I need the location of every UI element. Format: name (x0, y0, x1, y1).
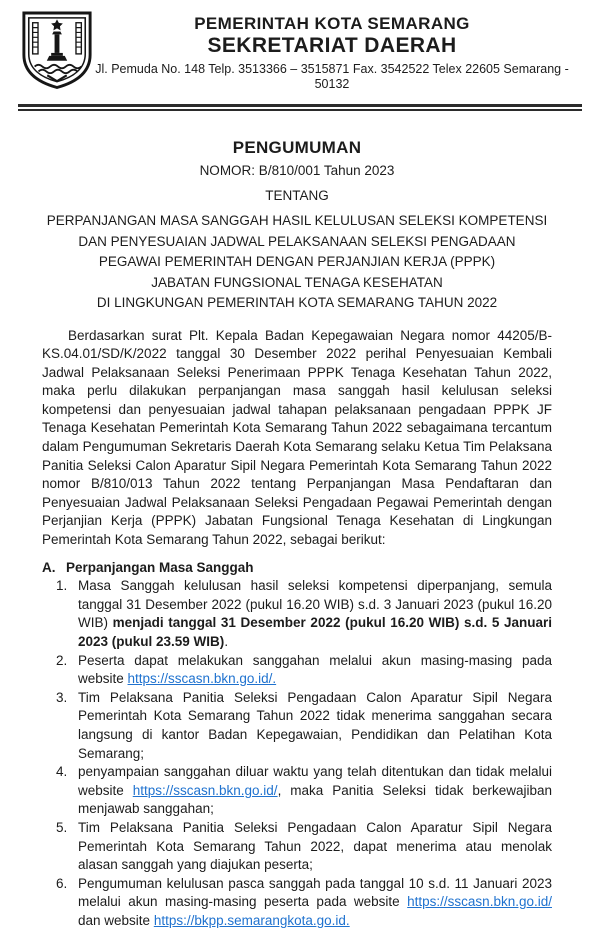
document-number: NOMOR: B/810/001 Tahun 2023 (199, 163, 395, 178)
document-subject (42, 211, 552, 314)
list-item-number: 3. (56, 689, 68, 705)
section-a-title: Perpanjangan Masa Sanggah (66, 559, 254, 575)
text-segment: Tim Pelaksana Panitia Seleksi Pengadaan Calon Aparatur Sipil Negara Pemerintah Kota Semarang Tahun 2022, dapat menerima atau menolak alasan sanggah yang diajukan peserta; (78, 819, 552, 873)
department-name: SEKRETARIAT DAERAH (207, 33, 457, 57)
letterhead-text (94, 14, 570, 92)
subject-line: JABATAN FUNGSIONAL TENAGA KESEHATAN (151, 274, 443, 290)
subject-line: DI LINGKUNGAN PEMERINTAH KOTA SEMARANG TAHUN 2022 (96, 295, 498, 310)
list-item (42, 819, 552, 875)
document-title: PENGUMUMAN (232, 138, 362, 157)
list-item (42, 577, 552, 651)
list-item (42, 875, 552, 931)
list-item-text (78, 875, 552, 931)
hyperlink[interactable]: https://sscasn.bkn.go.id/. (127, 671, 277, 687)
list-item-text (78, 689, 552, 763)
subject-line: PEGAWAI PEMERINTAH DENGAN PERJANJIAN KERJA (PPPK) (98, 254, 496, 269)
list-item-number: 6. (56, 875, 68, 891)
subject-line: PERPANJANGAN MASA SANGGAH HASIL KELULUSAN SELEKSI KOMPETENSI (46, 213, 548, 228)
list-item (42, 652, 552, 689)
list-item (42, 689, 552, 763)
section-a-label: A. (42, 559, 56, 575)
text-segment: Masa Sanggah kelulusan hasil seleksi kompetensi diperpanjang, semula tanggal 31 Desember 2022 (pukul 16.20 WIB) s.d. 3 Januari 2023 (pukul 16.20 WIB) (78, 578, 552, 631)
text-segment: , maka Panitia Seleksi tidak berkewajiban menjawab sanggahan; (78, 782, 552, 817)
text-segment: Pengumuman kelulusan pasca sanggah pada tanggal 10 s.d. 11 Januari 2023 melalui akun masing-masing peserta pada website (78, 875, 552, 910)
hyperlink[interactable]: https://sscasn.bkn.go.id/ (407, 894, 552, 910)
hyperlink[interactable]: https://sscasn.bkn.go.id/ (132, 782, 278, 798)
list-item-text (78, 577, 552, 651)
text-segment: Tim Pelaksana Panitia Seleksi Pengadaan Calon Aparatur Sipil Negara Pemerintah Kota Semarang Tahun 2022 tidak menerima sanggahan secara langsung di kantor Badan Kepegawaian, Pendidikan dan Pelatihan Kota Semarang; (78, 689, 552, 761)
list-item-number: 2. (56, 652, 68, 668)
agency-name: PEMERINTAH KOTA SEMARANG (194, 13, 470, 33)
letterhead (0, 0, 600, 101)
text-segment: Peserta dapat melakukan sanggahan melalui akun masing-masing pada website (78, 652, 552, 687)
address-line: Jl. Pemuda No. 148 Telp. 3513366 – 3515871 Fax. 3542522 Telex 22605 Semarang - 50132 (95, 61, 569, 91)
document-body (0, 138, 600, 931)
text-segment: menjadi tanggal 31 Desember 2022 (pukul 16.20 WIB) s.d. 5 Januari 2023 (pukul 23.59 WIB) (78, 615, 553, 649)
text-segment: . (224, 634, 229, 649)
text-segment: penyampaian sanggahan diluar waktu yang telah ditentukan dan tidak melalui website (78, 764, 552, 798)
text-segment: dan website (78, 912, 154, 928)
letterhead-divider (18, 104, 582, 111)
sanggah-list (42, 577, 552, 930)
list-item-number: 1. (56, 578, 68, 594)
subject-line: DAN PENYESUAIAN JADWAL PELAKSANAAN SELEKSI PENGADAAN (78, 233, 516, 249)
section-a-heading (42, 559, 552, 578)
semarang-city-emblem-logo (20, 10, 94, 95)
list-item-number: 5. (56, 819, 68, 835)
hyperlink[interactable]: https://bkpp.semarangkota.go.id. (153, 912, 350, 928)
opening-paragraph: Berdasarkan surat Plt. Kepala Badan Kepegawaian Negara nomor 44205/B-KS.04.01/SD/K/2022 tanggal 30 Desember 2022 perihal Penyesuaian Kembali Jadwal Pelaksanaan Seleksi Penerimaan PPPK Tenaga Kesehatan Tahun 2022, maka perlu dilakukan perpanjangan masa sanggah hasil kelulusan seleksi kompetensi dan penyesuaian jadwal tahapan pelaksanaan pengadaan PPPK JF Tenaga Kesehatan Pemerintah Kota Semarang Tahun 2022 sebagaimana tercantum dalam Pengumuman Sekretaris Daerah Kota Semarang selaku Ketua Tim Pelaksana Panitia Seleksi Calon Aparatur Sipil Negara Pemerintah Kota Semarang Tahun 2022 nomor B/810/013 Tahun 2022 tentang Perpanjangan Masa Pendaftaran dan Penyesuaian Jadwal Pelaksanaan Seleksi Pengadaan Pegawai Pemerintah dengan Perjanjian Kerja (PPPK) Jabatan Fungsional Tenaga Kesehatan di Lingkungan Pemerintah Kota Semarang Tahun 2022, sebagai berikut: (42, 327, 552, 548)
list-item-text (78, 652, 552, 689)
about-label: TENTANG (265, 188, 329, 203)
list-item-text (78, 819, 552, 875)
list-item-number: 4. (56, 764, 68, 780)
list-item-text (78, 763, 552, 819)
list-item (42, 763, 552, 819)
